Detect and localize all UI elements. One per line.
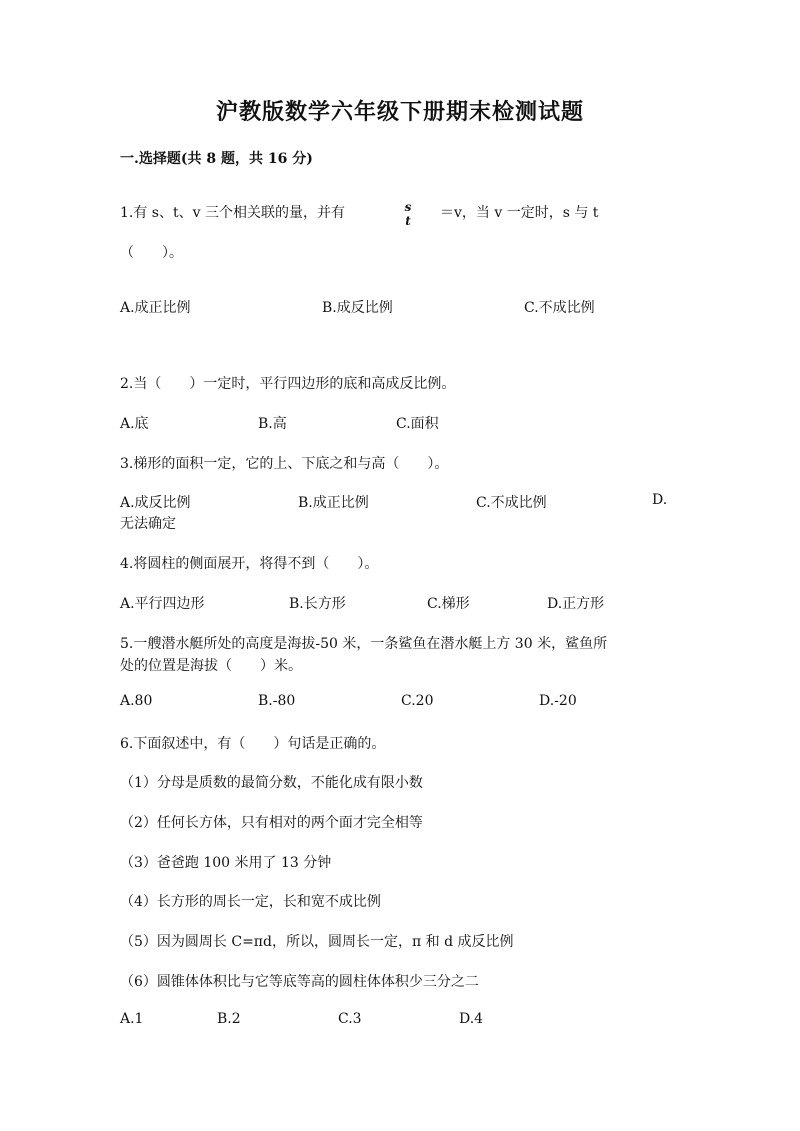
q3-option-c[interactable]: C.不成比例 (476, 495, 547, 511)
q2-option-b[interactable]: B.高 (258, 416, 287, 432)
q6-option-a[interactable]: A.1 (120, 1011, 144, 1027)
question-5-stem-b: 处的位置是海拔（ ）米。 (120, 658, 302, 674)
q3-option-d-text[interactable]: 无法确定 (120, 516, 176, 532)
q6-option-d[interactable]: D.4 (459, 1011, 484, 1027)
q4-option-b[interactable]: B.长方形 (289, 596, 346, 612)
fraction-denominator: t (405, 214, 411, 228)
q6-statement-1: （1）分母是质数的最简分数，不能化成有限小数 (120, 775, 423, 791)
page-title: 沪教版数学六年级下册期末检测试题 (215, 99, 584, 125)
question-5-stem-a: 5.一艘潜水艇所处的高度是海拔-50 米，一条鲨鱼在潜水艇上方 30 米，鲨鱼所 (120, 636, 608, 652)
q1-option-a[interactable]: A.成正比例 (120, 300, 191, 316)
fraction-numerator: s (404, 200, 412, 214)
q6-option-c[interactable]: C.3 (338, 1011, 362, 1027)
q1-option-c[interactable]: C.不成比例 (524, 300, 595, 316)
q3-option-d[interactable]: D. (652, 492, 668, 508)
q5-option-c[interactable]: C.20 (401, 693, 434, 709)
q6-statement-2: （2）任何长方体，只有相对的两个面才完全相等 (120, 815, 423, 831)
q6-statement-3: （3）爸爸跑 100 米用了 13 分钟 (120, 855, 332, 871)
fraction-s-over-t (398, 200, 418, 228)
question-3-stem: 3.梯形的面积一定，它的上、下底之和与高（ ）。 (120, 456, 449, 472)
q1-option-b[interactable]: B.成反比例 (322, 300, 393, 316)
question-4-stem: 4.将圆柱的侧面展开，将得不到（ ）。 (120, 556, 379, 572)
q5-option-d[interactable]: D.-20 (539, 693, 577, 709)
question-1-stem-a: 1.有 s、t、v 三个相关联的量，并有 (120, 205, 345, 221)
q6-statement-4: （4）长方形的周长一定，长和宽不成比例 (120, 894, 381, 910)
q5-option-a[interactable]: A.80 (120, 693, 153, 709)
q4-option-c[interactable]: C.梯形 (427, 596, 470, 612)
q2-option-c[interactable]: C.面积 (396, 416, 439, 432)
q6-option-b[interactable]: B.2 (217, 1011, 241, 1027)
q6-statement-5: （5）因为圆周长 C=πd，所以，圆周长一定，π 和 d 成反比例 (120, 934, 514, 950)
question-1-stem-b: ＝v，当 v 一定时，s 与 t (440, 205, 599, 221)
question-2-stem: 2.当（ ）一定时，平行四边形的底和高成反比例。 (120, 376, 456, 392)
q6-statement-6: （6）圆锥体体积比与它等底等高的圆柱体体积少三分之二 (120, 974, 479, 990)
q4-option-d[interactable]: D.正方形 (547, 596, 605, 612)
q3-option-b[interactable]: B.成正比例 (298, 495, 369, 511)
q3-option-a[interactable]: A.成反比例 (120, 495, 191, 511)
question-6-stem: 6.下面叙述中，有（ ）句话是正确的。 (120, 736, 386, 752)
q4-option-a[interactable]: A.平行四边形 (120, 596, 205, 612)
question-1-stem-c: （ ）。 (120, 245, 183, 261)
q2-option-a[interactable]: A.底 (120, 416, 149, 432)
q5-option-b[interactable]: B.-80 (258, 693, 296, 709)
section-heading: 一.选择题(共 8 题，共 16 分) (120, 151, 313, 167)
